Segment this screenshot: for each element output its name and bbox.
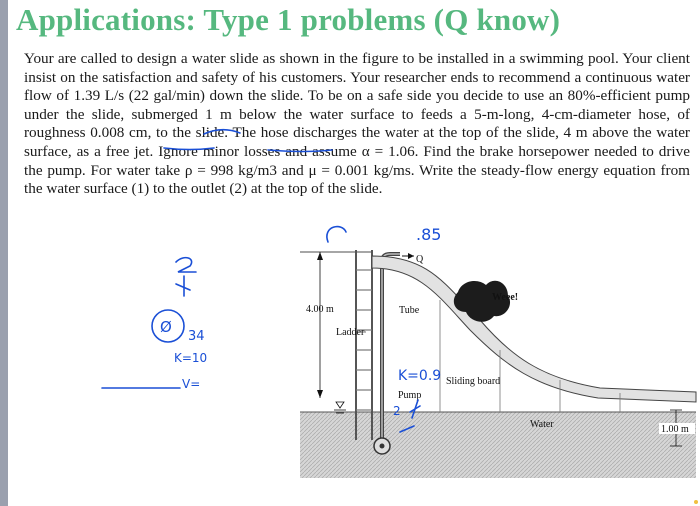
height-label: 4.00 m xyxy=(306,304,334,315)
pump-label: Pump xyxy=(398,390,422,401)
marked-value: .85 xyxy=(416,225,442,244)
diameter-symbol: Ø xyxy=(160,318,172,336)
diameter-value: 34 xyxy=(188,329,205,344)
k-value: K=10 xyxy=(174,351,208,365)
v-value: V= xyxy=(182,377,201,391)
ladder-rungs xyxy=(356,270,372,410)
problem-text: Your are called to design a water slide as shown in the figure to be installed in a swimming pool. Your client insist on the satisfaction and safety of his customers. Your researcher ends to recommend a continuous water flow of 1.39 L/s (22 gal/min) down the slide. To be on a safe side you decide to use an 80%-efficient pump under the slide, submerged 1 m below the water surface to feeds a 5-m-long, 4-cm-diameter hose, of roughness 0.008 cm, to the slide. The hose discharges the water at the top of the slide, 4 m above the water surface, as a free jet. Ignore minor losses and assume α = 1.06. Find the brake horsepower needed to drive the pump. For water take ρ = 998 kg/m3 and μ = 0.001 kg/ms. Write the steady-flow energy equation from the water surface (1) to the outlet (2) at the top of the slide. xyxy=(24,50,690,198)
water-level-marker xyxy=(336,402,344,408)
pool-water xyxy=(300,412,696,478)
water-label: Water xyxy=(530,419,554,430)
ladder-label: Ladder xyxy=(336,327,365,338)
point-two-marker: 2 xyxy=(393,404,401,418)
corner-marker xyxy=(694,500,698,504)
weee-label: Weee! xyxy=(492,292,519,303)
flow-label: Q xyxy=(416,254,424,265)
slide-title: Applications: Type 1 problems (Q know) xyxy=(16,2,561,37)
height-arrow-down xyxy=(317,390,323,398)
tube-label: Tube xyxy=(399,305,420,316)
pump-k-value: K=0.9 xyxy=(398,368,442,384)
depth-label: 1.00 m xyxy=(661,424,689,435)
height-arrow-up xyxy=(317,252,323,260)
sliding-board-label: Sliding board xyxy=(446,376,501,387)
